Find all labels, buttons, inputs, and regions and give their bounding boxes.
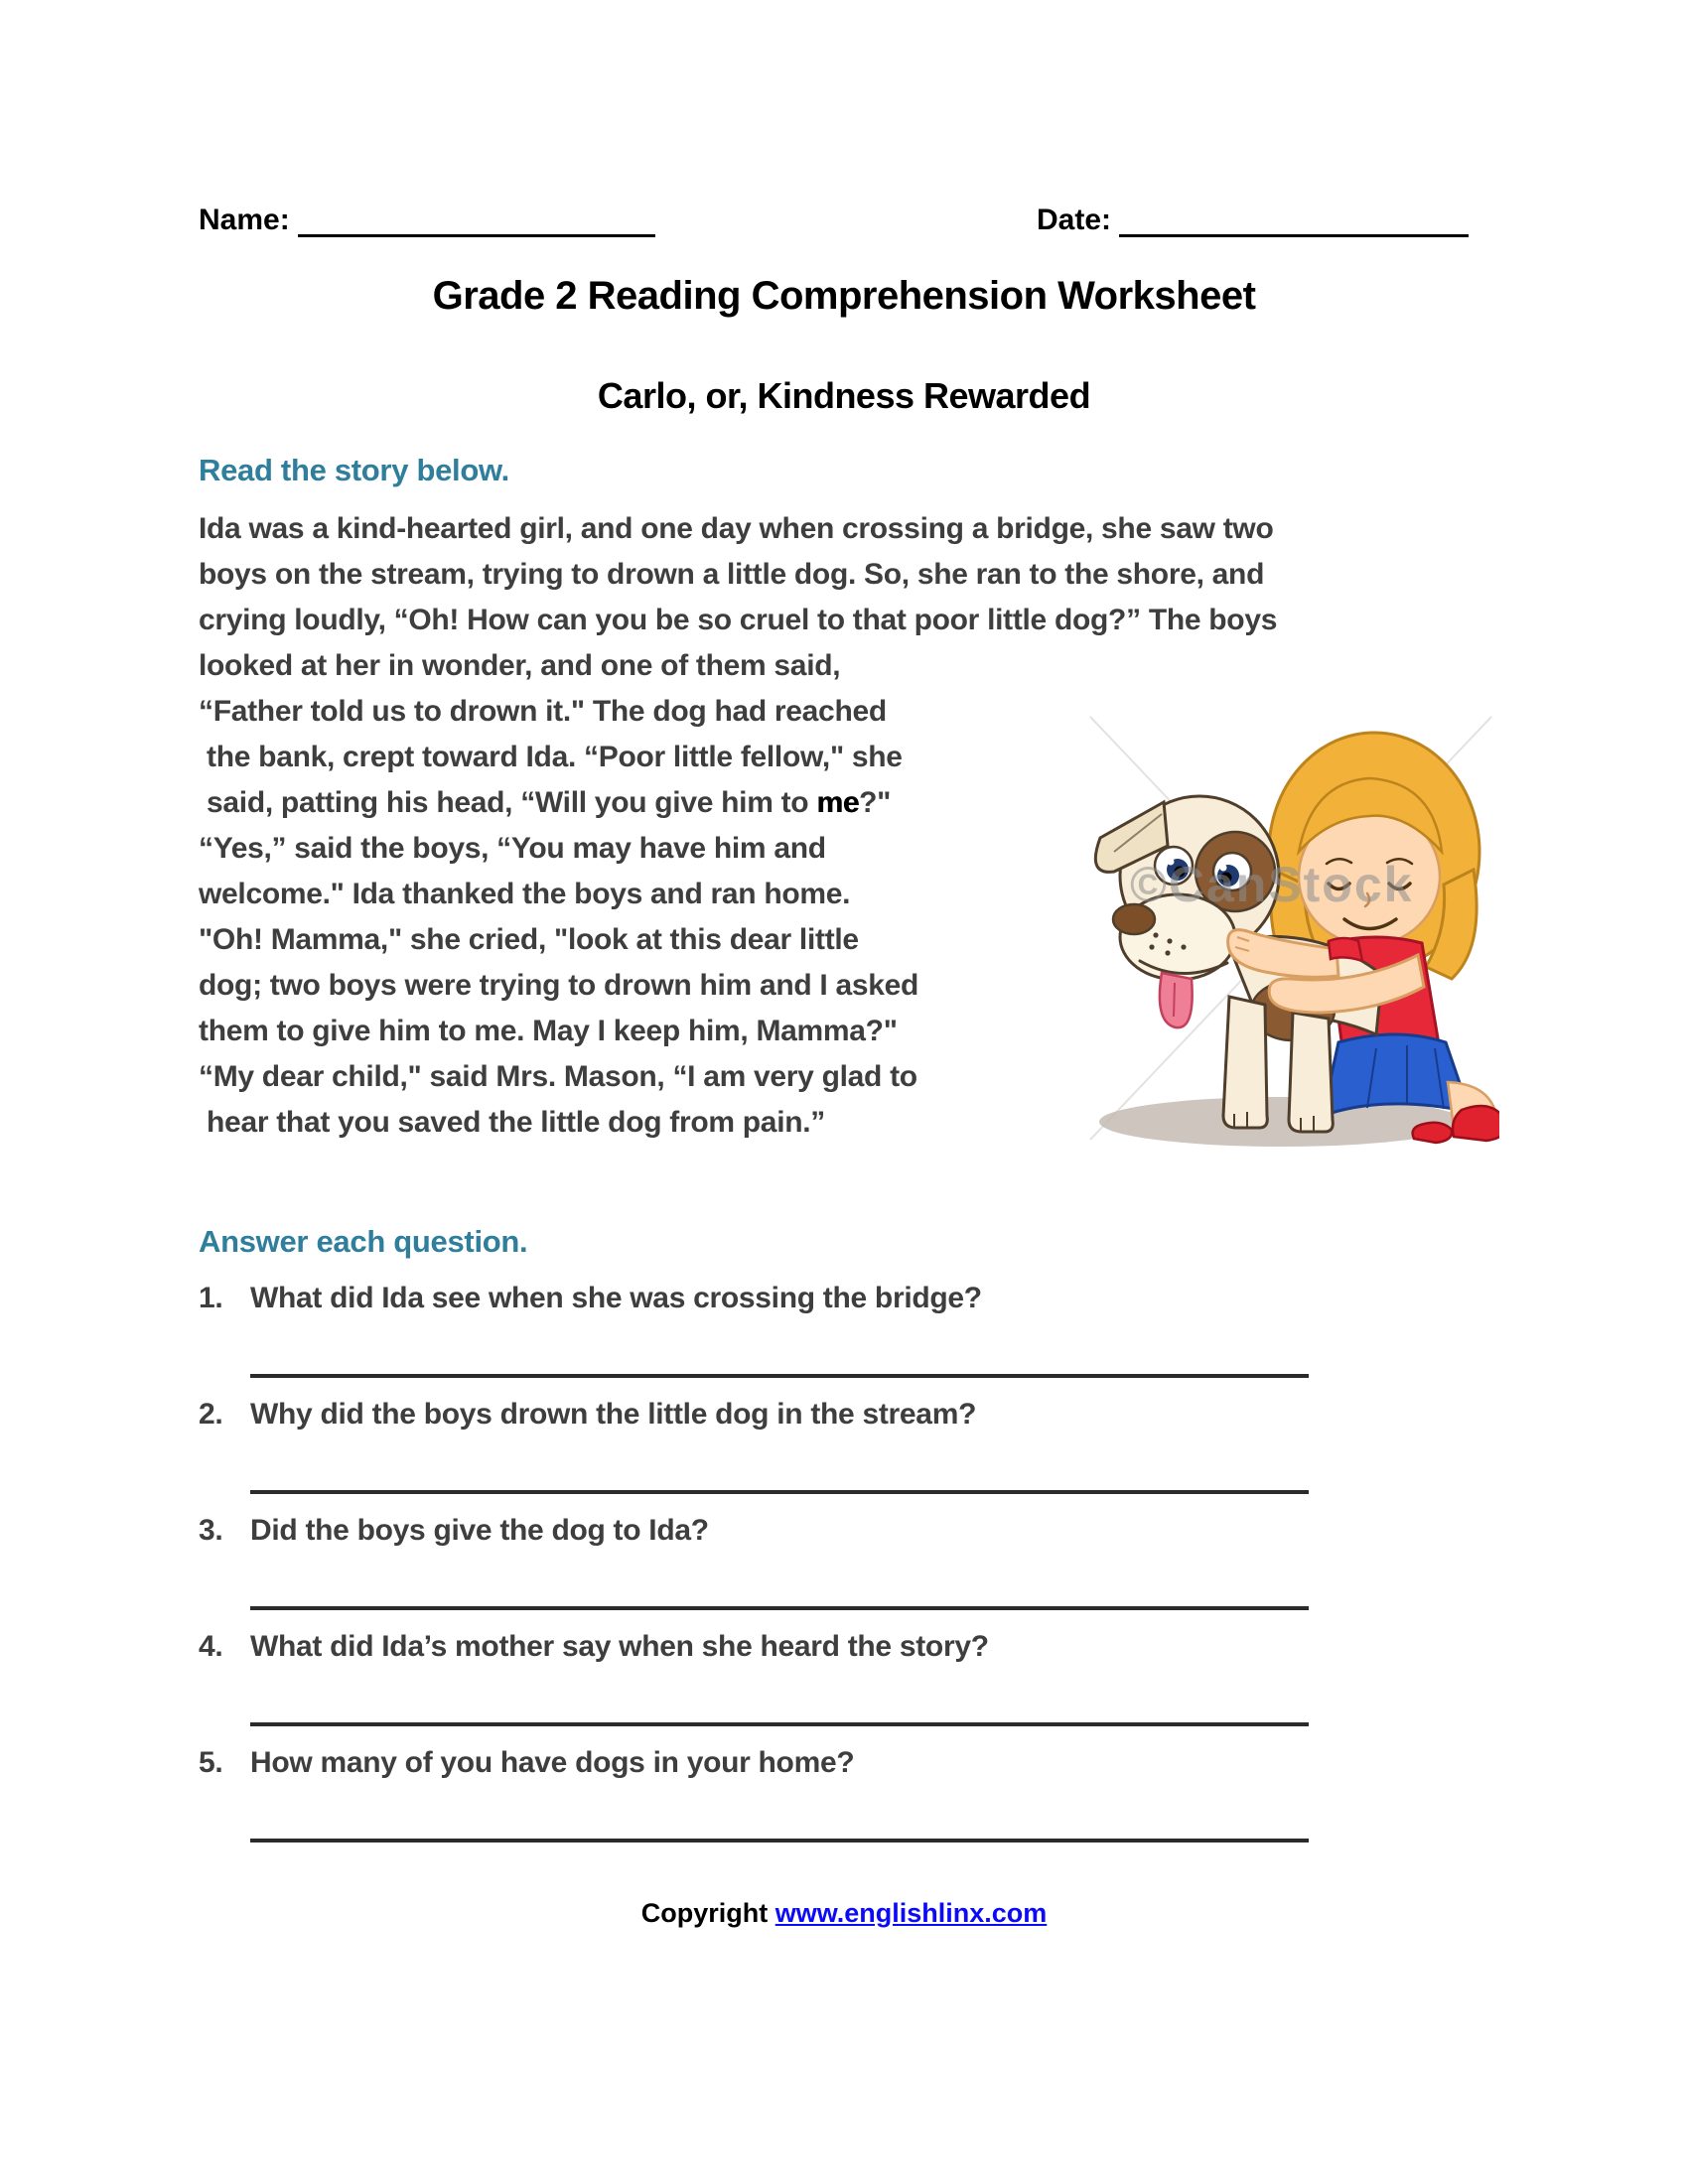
story-line: “My dear child," said Mrs. Mason, “I am very glad to [199,1060,917,1093]
englishlinx-link[interactable]: www.englishlinx.com [774,1898,1048,1928]
story-line: boys on the stream, trying to drown a little dog. So, she ran to the shore, and [199,558,1265,591]
question-2 [199,1398,1440,1432]
answer-write-line [250,1490,1309,1494]
footer-copyright [0,1898,1688,1929]
story-line: “Yes,” said the boys, “You may have him and [199,832,826,865]
answer-write-line [250,1722,1309,1726]
question-number: 4. [199,1630,223,1663]
dog-tongue [1160,973,1193,1027]
question-number: 5. [199,1746,223,1779]
story-line: welcome." Ida thanked the boys and ran home. [199,878,851,910]
girl-red-shoe-back [1413,1123,1453,1143]
story-line-segment: said, patting his head, “Will you give him to [199,786,817,819]
story-title: Carlo, or, Kindness Rewarded [597,375,1091,416]
question-4 [199,1630,1440,1664]
date-label: Date: [1037,204,1112,236]
story-line: looked at her in wonder, and one of them said, [199,649,841,682]
name-date-row [199,203,1489,246]
question-number: 2. [199,1398,223,1431]
name-write-line [298,203,655,237]
answer-questions-instruction: Answer each question. [199,1224,528,1259]
question-text: What did Ida’s mother say when she heard the story? [250,1630,989,1663]
girl-hugging-dog-svg [1078,681,1499,1156]
girl-red-shoe [1453,1106,1499,1141]
read-story-instruction: Read the story below. [199,453,509,487]
question-3 [199,1514,1440,1548]
question-number: 1. [199,1282,223,1314]
question-5 [199,1746,1440,1780]
answer-write-line [250,1606,1309,1610]
question-text: What did Ida see when she was crossing the bridge? [250,1282,982,1314]
answer-write-line [250,1839,1309,1843]
story-line: them to give him to me. May I keep him, Mamma?" [199,1015,898,1047]
question-number: 3. [199,1514,223,1547]
date-write-line [1119,203,1469,237]
girl-blue-skirt [1323,1034,1470,1116]
story-line: hear that you saved the little dog from pain.” [199,1106,825,1139]
canstock-watermark: ©CanStock [1130,857,1414,912]
story-line: “Father told us to drown it." The dog had reached [199,695,887,728]
question-text: Why did the boys drown the little dog in the stream? [250,1398,977,1431]
story-line: "Oh! Mamma," she cried, "look at this dear little [199,923,859,956]
answer-write-line [250,1374,1309,1378]
page-title: Grade 2 Reading Comprehension Worksheet [432,274,1256,318]
story-line: dog; two boys were trying to drown him and I asked [199,969,919,1002]
name-label: Name: [199,204,290,236]
girl-hugging-dog-illustration [1078,681,1499,1156]
copyright-label: Copyright [640,1898,775,1928]
story-line-segment: ?" [859,786,892,819]
date-field-group [1037,203,1469,237]
question-1 [199,1282,1440,1315]
question-text: How many of you have dogs in your home? [250,1746,855,1779]
story-line: the bank, crept toward Ida. “Poor little fellow," she [199,741,903,773]
question-text: Did the boys give the dog to Ida? [250,1514,709,1547]
story-bold-word: me [816,786,860,819]
story-line: crying loudly, “Oh! How can you be so cruel to that poor little dog?” The boys [199,604,1278,636]
name-field-group [199,203,655,237]
story-line: Ida was a kind-hearted girl, and one day when crossing a bridge, she saw two [199,512,1274,545]
